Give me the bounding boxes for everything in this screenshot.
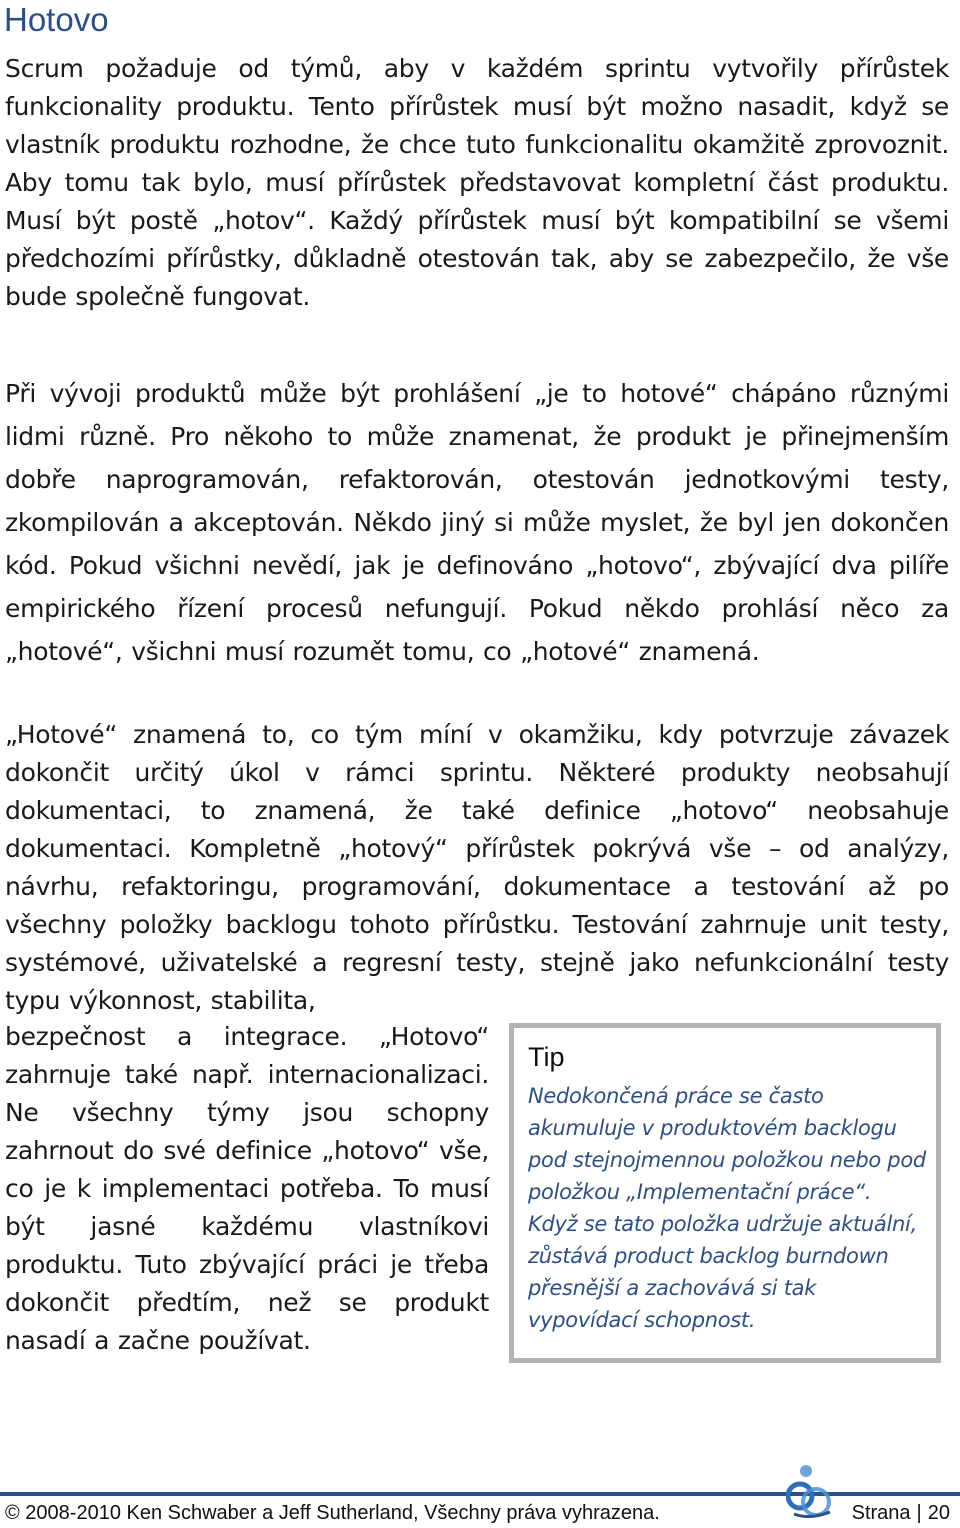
footer-copyright: © 2008-2010 Ken Schwaber a Jeff Sutherland, Všechny práva vyhrazena. (5, 1502, 660, 1524)
page-title: Hotovo (4, 1, 109, 38)
paragraph-meaning-of-done: Při vývoji produktů může být prohlášení „je to hotové“ chápáno různými lidmi různě. Pro někoho to může znamenat, že produkt je přinejmenším dobře naprogramován, refaktorován, otestován jednotkovými testy, zkompilován a akceptován. Někdo jiný si může myslet, že byl jen dokončen kód. Pokud všichni nevědí, jak je definováno „hotovo“, zbývající dva pilíře empirického řízení procesů nefungují. Pokud někdo prohlásí něco za „hotové“, všichni musí rozumět tomu, co „hotové“ znamená. (5, 379, 949, 666)
footer-page-number: 20 (927, 1502, 950, 1524)
footer-page-indicator (852, 1499, 950, 1527)
footer-separator: | (916, 1502, 922, 1524)
paragraph-done-definition: „Hotové“ znamená to, co tým míní v okamžiku, kdy potvrzuje závazek dokončit určitý úkol v rámci sprintu. Některé produkty neobsahují dokumentaci, to znamená, že také definice „hotovo“ neobsahuje dokumentaci. Kompletně „hotový“ přírůstek pokrývá vše – od analýzy, návrhu, refaktoringu, programování, dokumentace a testování až po všechny položky backlogu tohoto přírůstku. Testování zahrnuje unit testy, systémové, uživatelské a regresní testy, stejně jako nefunkcionální testy typu výkonnost, stabilita, (5, 720, 949, 1015)
tip-text: Nedokončená práce se často akumuluje v produktovém backlogu pod stejnojmennou položkou nebo pod položkou „Implementační práce“. Když se tato položka udržuje aktuální, zůstává product backlog burndown přesnější a zachovává si tak vypovídací schopnost. (528, 1084, 926, 1332)
tip-box (509, 1023, 941, 1363)
tip-title: Tip (528, 1042, 565, 1072)
footer-page-label: Strana (851, 1502, 911, 1524)
paragraph-done-scope: bezpečnost a integrace. „Hotovo“ zahrnuje také např. internacionalizaci. Ne všechny týmy jsou schopny zahrnout do své definice „hotovo“ vše, co je k implementaci potřeba. To musí být jasné každému vlastníkovi produktu. Tuto zbývající práci je třeba dokončit předtím, než se produkt nasadí a začne používat. (5, 1022, 489, 1355)
scrum-logo-icon (786, 1462, 838, 1520)
paragraph-increment: Scrum požaduje od týmů, aby v každém sprintu vytvořily přírůstek funkcionality produktu. Tento přírůstek musí být možno nasadit, když se vlastník produktu rozhodne, že chce tuto funkcionalitu okamžitě zprovoznit. Aby tomu tak bylo, musí přírůstek představovat kompletní část produktu. Musí být postě „hotov“. Každý přírůstek musí být kompatibilní se všemi předchozími přírůstky, důkladně otestován tak, aby se zabezpečilo, že vše bude společně fungovat. (5, 54, 949, 311)
